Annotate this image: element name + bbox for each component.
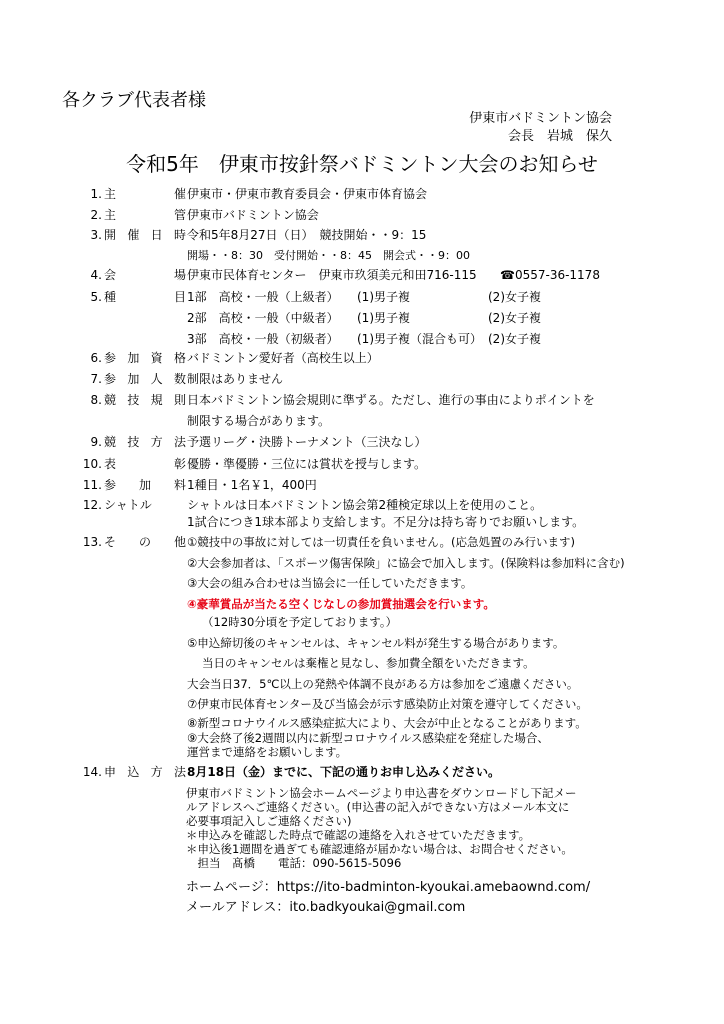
item-number: 12. — [82, 498, 102, 512]
other-note: ⑧新型コロナウイルス感染症拡大により、大会が中止となることがあります。 — [187, 716, 587, 730]
other-note: 大会当日37．5℃以上の発熱や体調不良がある方は参加をご遠慮ください。 — [187, 677, 579, 691]
item-number: 8. — [90, 393, 102, 407]
item-label: 参加人数 — [104, 372, 186, 386]
other-note: （12時30分頃を予定しております。） — [202, 615, 398, 629]
other-note: ⑤申込締切後のキャンセルは、キャンセル料が発生する場合があります。 — [187, 636, 565, 650]
item-value: 優勝・準優勝・三位には賞状を授与します。 — [187, 457, 427, 471]
application-note: 伊東市バドミントン協会ホームページより申込書をダウンロードし下記メー — [186, 786, 577, 800]
event-men: (1)男子複（混合も可） — [357, 332, 482, 346]
item-number: 1. — [90, 187, 102, 201]
event-women: (2)女子複 — [488, 311, 541, 325]
event-division: 2部 高校・一般（中級者） — [187, 311, 339, 325]
homepage-line — [186, 876, 590, 895]
item-value: シャトルは日本バドミントン協会第2種検定球以上を使用のこと。 — [187, 498, 543, 512]
page-title: 令和5年 伊東市按針祭バドミントン大会のお知らせ — [126, 152, 598, 176]
item-label: 主 催 — [104, 187, 186, 201]
event-men: (1)男子複 — [357, 290, 410, 304]
other-note: ⑦伊東市民体育センター及び当協会が示す感染防止対策を遵守してください。 — [187, 697, 588, 711]
event-division: 1部 高校・一般（上級者） — [187, 290, 339, 304]
application-note: ルアドレスへご連絡ください。(申込書の記入ができない方はメール本文に — [186, 800, 570, 814]
item-value: 1種目・1名￥1，400円 — [187, 478, 317, 492]
email-label: メールアドレス： — [186, 900, 290, 915]
item-number: 5. — [90, 290, 102, 304]
addressee: 各クラブ代表者様 — [62, 90, 206, 111]
application-note: ＊申込みを確認した時点で確認の連絡を入れさせていただきます。 — [186, 828, 531, 842]
item-value-line2: 開場・・8：30 受付開始・・8：45 開会式・・9：00 — [187, 249, 470, 262]
item-label: 会 場 — [104, 268, 186, 282]
item-value: バドミントン愛好者（高校生以上） — [187, 351, 379, 365]
item-number: 4. — [90, 268, 102, 282]
item-label: 種 目 — [104, 290, 186, 304]
application-note: 必要事項記入しご連絡ください) — [186, 814, 352, 828]
item-value-line2: 制限する場合があります。 — [187, 414, 331, 428]
item-label: 参加料 — [104, 478, 186, 492]
item-label: 主 管 — [104, 208, 186, 222]
item-label: そ の 他 — [104, 535, 186, 549]
sender-president: 会長 岩城 保久 — [507, 129, 612, 144]
item-value: 8月18日（金）までに、下記の通りお申し込みください。 — [187, 765, 501, 779]
application-note: ＊申込後1週間を過ぎても確認連絡が届かない場合は、お問合せください。 — [186, 842, 573, 856]
item-value: 制限はありません — [187, 372, 284, 386]
phone-number: ☎0557-36-1178 — [500, 268, 600, 282]
other-note: 運営まで連絡をお願いします。 — [187, 745, 348, 759]
item-number: 14. — [82, 765, 102, 779]
item-number: 2. — [90, 208, 102, 222]
other-note: ①競技中の事故に対しては一切責任を負いません。(応急処置のみ行います) — [187, 535, 575, 549]
item-number: 11. — [82, 478, 102, 492]
item-value: 予選リーグ・決勝トーナメント（三決なし） — [187, 435, 427, 449]
item-value: 令和5年8月27日（日） 競技開始・・9：15 — [187, 228, 427, 242]
item-number: 3. — [90, 228, 102, 242]
event-women: (2)女子複 — [488, 332, 541, 346]
item-label: 競技規則 — [104, 393, 186, 407]
homepage-label: ホームページ： — [186, 880, 277, 895]
item-number: 13. — [82, 535, 102, 549]
event-division: 3部 高校・一般（初級者） — [187, 332, 339, 346]
homepage-url[interactable]: https://ito-badminton-kyoukai.amebaownd.com/ — [276, 880, 591, 895]
item-value: 伊東市・伊東市教育委員会・伊東市体育協会 — [187, 187, 428, 201]
item-label: 表 彰 — [104, 457, 186, 471]
other-note: ⑨大会終了後2週間以内に新型コロナウイルス感染症を発症した場合、 — [187, 731, 549, 745]
item-label: シャトル — [104, 498, 152, 512]
item-label: 開催日時 — [104, 228, 186, 242]
item-number: 9. — [90, 435, 102, 449]
item-number: 6. — [90, 351, 102, 365]
other-note: 当日のキャンセルは棄権と見なし、参加費全額をいただきます。 — [202, 656, 535, 670]
item-value: 伊東市バドミントン協会 — [187, 208, 319, 222]
item-label: 申込方法 — [104, 765, 186, 779]
other-note: ②大会参加者は、「スポーツ傷害保険」に協会で加入します。(保険料は参加料に含む) — [187, 556, 625, 570]
other-note: ③大会の組み合わせは当協会に一任していただきます。 — [187, 576, 473, 590]
item-value-line2: 1試合につき1球本部より支給します。不足分は持ち寄りでお願いします。 — [187, 515, 585, 529]
item-number: 10. — [82, 457, 102, 471]
email-line — [186, 896, 465, 915]
email-address[interactable]: ito.badkyoukai@gmail.com — [289, 900, 466, 915]
item-label: 競技方法 — [104, 435, 186, 449]
event-women: (2)女子複 — [488, 290, 541, 304]
sender-org: 伊東市バドミントン協会 — [469, 111, 612, 126]
item-value: 日本バドミントン協会規則に準ずる。ただし、進行の事由によりポイントを — [187, 393, 595, 407]
item-label: 参加資格 — [104, 351, 186, 365]
lottery-highlight: ④豪華賞品が当たる空くじなしの参加賞抽選会を行います。 — [187, 597, 495, 611]
event-men: (1)男子複 — [357, 311, 410, 325]
contact-person: 担当 髙橋 電話：090-5615-5096 — [186, 856, 402, 870]
item-value: 伊東市民体育センター 伊東市玖須美元和田716-115 — [187, 268, 477, 282]
item-number: 7. — [90, 372, 102, 386]
